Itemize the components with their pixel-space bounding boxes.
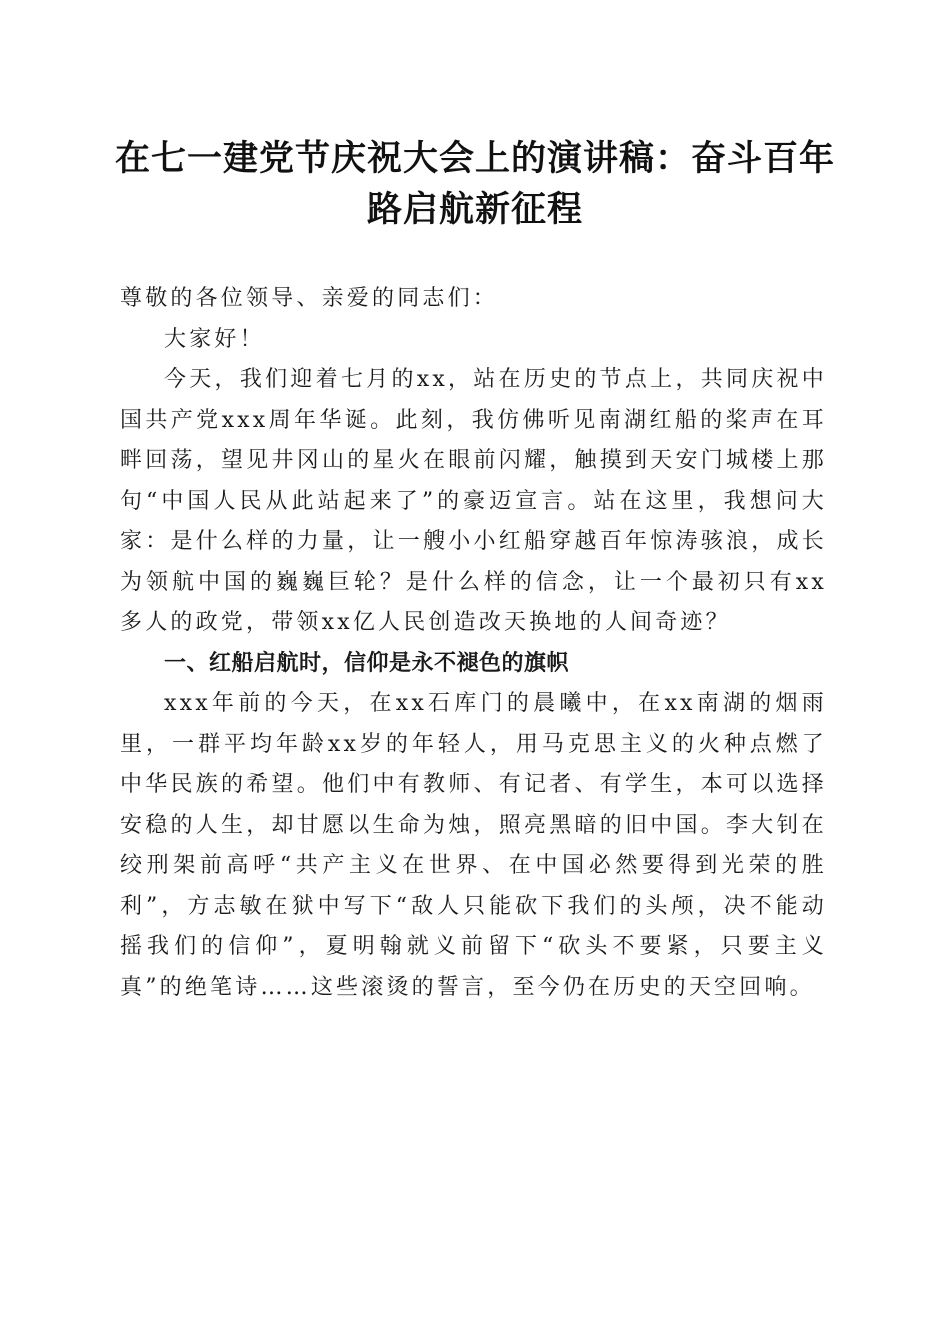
document-body: [120, 279, 827, 1008]
paragraph-intro: 今天，我们迎着七月的xx，站在历史的节点上，共同庆祝中国共产党xxx周年华诞。此刻，我仿佛听见南湖红船的桨声在耳畔回荡，望见井冈山的星火在眼前闪耀，触摸到天安门城楼上那句“中国人民从此站起来了”的豪迈宣言。站在这里，我想问大家：是什么样的力量，让一艘小小红船穿越百年惊涛骇浪，成长为领航中国的巍巍巨轮？是什么样的信念，让一个最初只有xx多人的政党，带领xx亿人民创造改天换地的人间奇迹？: [120, 367, 827, 635]
greeting: 大家好！: [164, 326, 265, 352]
document-title: 在七一建党节庆祝大会上的演讲稿：奋斗百年路启航新征程: [114, 138, 835, 230]
paragraph-section-1: xxx年前的今天，在xx石库门的晨曦中，在xx南湖的烟雨里，一群平均年龄xx岁的年轻人，用马克思主义的火种点燃了中华民族的希望。他们中有教师、有记者、有学生，本可以选择安稳的人生，却甘愿以生命为烛，照亮黑暗的旧中国。李大钊在绞刑架前高呼“共产主义在世界、在中国必然要得到光荣的胜利”，方志敏在狱中写下“敌人只能砍下我们的头颅，决不能动摇我们的信仰”，夏明翰就义前留下“砍头不要紧，只要主义真”的绝笔诗……这些滚烫的誓言，至今仍在历史的天空回响。: [120, 691, 827, 1000]
salutation: 尊敬的各位领导、亲爱的同志们：: [120, 286, 499, 311]
section-heading: 一、红船启航时，信仰是永不褪色的旗帜: [164, 650, 570, 676]
